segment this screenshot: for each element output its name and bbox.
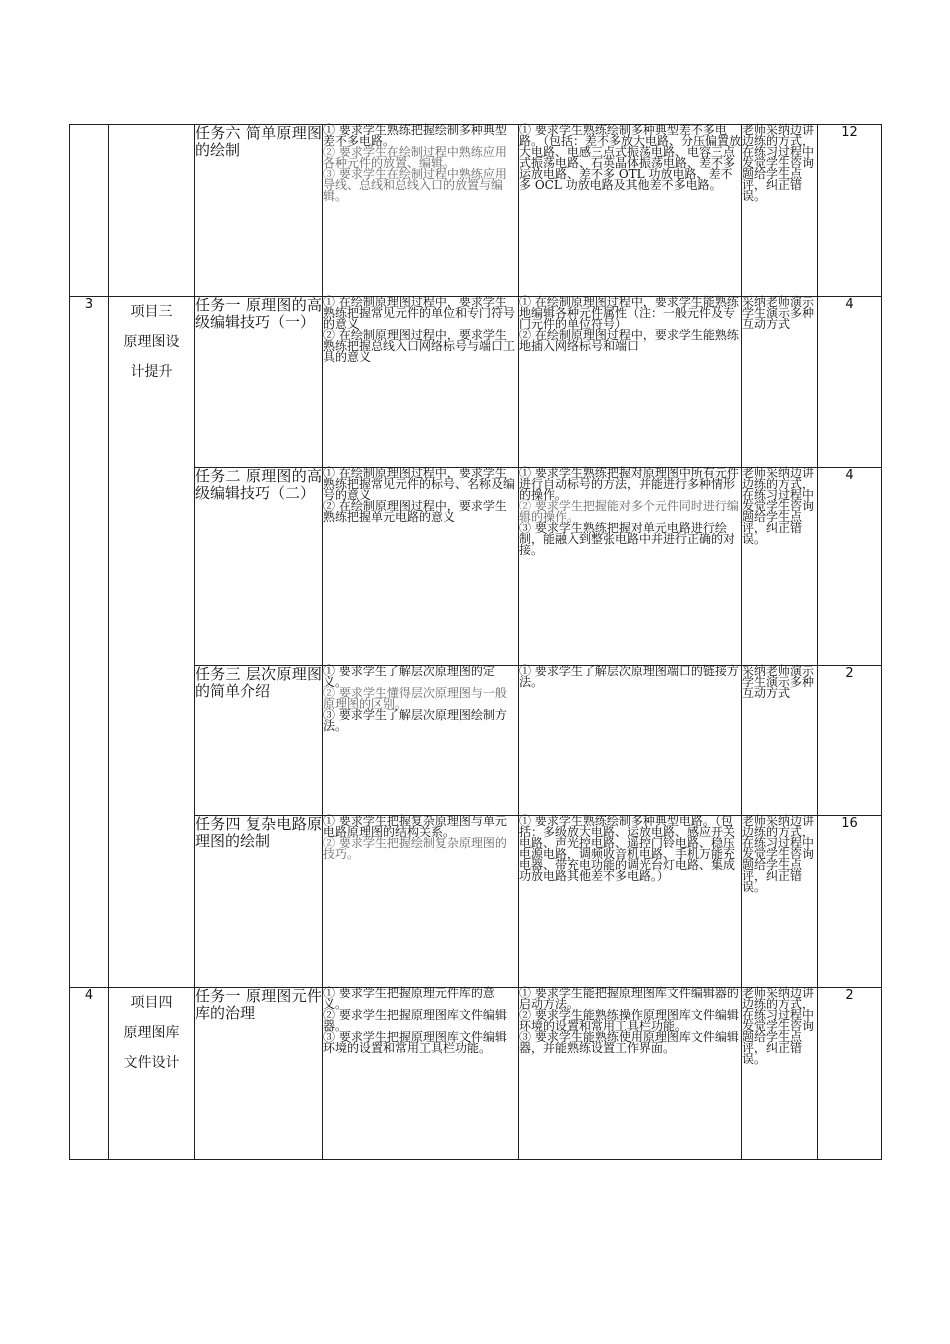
hours-cell: 12: [818, 125, 882, 297]
requirements-cell: [323, 468, 519, 666]
skills-cell: [519, 468, 742, 666]
project-line: 项目三: [130, 304, 173, 320]
project-line: 计提升: [130, 364, 173, 380]
requirement-item: ② 在绘制原理图过程中，要求学生熟练把握总线入口网络标号与端口工具的意义: [323, 328, 516, 364]
requirement-item: ① 要求学生熟练把握绘制多种典型差不多电路。: [323, 123, 507, 148]
hours-cell: 4: [818, 297, 882, 468]
requirement-item: ① 要求学生把握复杂原理图与单元电路原理图的结构关系。: [323, 814, 507, 839]
hours-cell: 16: [818, 816, 882, 988]
task-cell: 任务四 复杂电路原理图的绘制: [195, 816, 323, 988]
skills-cell: [519, 297, 742, 468]
row-number-cell: [70, 125, 109, 297]
skill-item: ① 要求学生熟练绘制多种典型差不多电路。（包括：差不多放大电路、分压偏置放大电路、电感三点式振荡电路、电容三点式振荡电路、石英晶体振荡电路、差不多运放电路、差不多 OTL 功放电路、差不多 OCL 功放电路及其他差不多电路。: [519, 123, 742, 192]
requirement-item: ① 在绘制原理图过程中，要求学生熟练把握常见元件的单位和专门符号的意义: [323, 295, 516, 331]
task-cell: 任务一 原理图元件库的治理: [195, 988, 323, 1160]
skill-item: ③ 要求学生能熟练使用原理图库文件编辑器，并能熟练设置工作界面。: [519, 1030, 739, 1055]
skill-item: ① 要求学生能把握原理图库文件编辑器的启动方法。: [519, 986, 739, 1011]
requirement-item: ③ 要求学生在绘制过程中熟练应用导线、总线和总线入口的放置与编辑。: [323, 167, 507, 203]
requirement-item: ① 要求学生了解层次原理图的定义。: [323, 664, 495, 689]
method-cell: 采纳老师演示学生演示多种互动方式: [742, 297, 818, 468]
requirements-cell: [323, 988, 519, 1160]
project-line: 项目四: [130, 995, 173, 1011]
hours-cell: 2: [818, 988, 882, 1160]
hours-cell: 2: [818, 666, 882, 816]
skills-cell: [519, 816, 742, 988]
task-cell: 任务六 简单原理图的绘制: [195, 125, 323, 297]
requirements-cell: [323, 297, 519, 468]
method-cell: 采纳老师演示学生演示多种互动方式: [742, 666, 818, 816]
project-cell: [109, 988, 195, 1160]
project-line: 原理图设: [123, 334, 180, 350]
skills-cell: [519, 988, 742, 1160]
table-row: [70, 297, 882, 468]
requirement-item: ③ 要求学生把握原理图库文件编辑环境的设置和常用工具栏功能。: [323, 1030, 507, 1055]
method-cell: 老师采纳边讲边练的方式，在练习过程中发觉学生咨询题给学生点评，纠正错误。: [742, 988, 818, 1160]
method-cell: 老师采纳边讲边练的方式，在练习过程中发觉学生咨询题给学生点评，纠正错误。: [742, 125, 818, 297]
skill-item: ② 要求学生把握能对多个元件同时进行编辑的操作。: [519, 499, 739, 524]
method-cell: 老师采纳边讲边练的方式，在练习过程中发觉学生咨询题给学生点评，纠正错误。: [742, 816, 818, 988]
project-line: 文件设计: [123, 1055, 180, 1071]
requirement-item: ② 要求学生懂得层次原理图与一般原理图的区别。: [323, 686, 507, 711]
requirement-item: ② 要求学生把握绘制复杂原理图的技巧。: [323, 836, 507, 861]
table-row: [70, 125, 882, 297]
skill-item: ① 要求学生熟练绘制多种典型电路。（包括：多级放大电路、运放电路、感应开关电路、声光控电路、遥控门铃电路、稳压电源电路，调频收音机电路、手机万能充电器、带充电功能的调光台灯电路、集成功放电路其他差不多电路。）: [519, 814, 736, 883]
hours-cell: 4: [818, 468, 882, 666]
row-number-cell: 3: [70, 297, 109, 988]
task-cell: 任务三 层次原理图的简单介绍: [195, 666, 323, 816]
course-schedule-table: [69, 124, 882, 1160]
requirement-item: ① 要求学生把握原理元件库的意义。: [323, 986, 495, 1011]
skill-item: ② 要求学生能熟练操作原理图库文件编辑环境的设置和常用工具栏功能。: [519, 1008, 739, 1033]
requirements-cell: [323, 125, 519, 297]
method-cell: 老师采纳边讲边练的方式，在练习过程中发觉学生咨询题给学生点评，纠正错误。: [742, 468, 818, 666]
skill-item: ③ 要求学生熟练把握对单元电路进行绘制，能融入到整张电路中并进行正确的对接。: [519, 521, 736, 557]
project-cell: [109, 125, 195, 297]
requirement-item: ③ 要求学生了解层次原理图绘制方法。: [323, 708, 507, 733]
requirement-item: ① 在绘制原理图过程中，要求学生熟练把握常见元件的标号、名称及编号的意义: [323, 466, 516, 502]
table-row: [70, 988, 882, 1160]
row-number-cell: 4: [70, 988, 109, 1160]
skill-item: ① 在绘制原理图过程中，要求学生能熟练地编辑各种元件属性（注：一般元件及专门元件的单位符号）: [519, 295, 739, 331]
requirements-cell: [323, 816, 519, 988]
project-line: 原理图库: [123, 1025, 180, 1041]
skill-item: ② 在绘制原理图过程中，要求学生能熟练地插入网络标号和端口: [519, 328, 739, 353]
task-cell: 任务二 原理图的高级编辑技巧（二）: [195, 468, 323, 666]
skills-cell: [519, 666, 742, 816]
skills-cell: [519, 125, 742, 297]
requirements-cell: [323, 666, 519, 816]
skill-item: ① 要求学生熟练把握对原理图中所有元件进行自动标号的方法，并能进行多种情形的操作。: [519, 466, 739, 502]
requirement-item: ② 要求学生在绘制过程中熟练应用各种元件的放置、编辑。: [323, 145, 507, 170]
project-cell: [109, 297, 195, 988]
requirement-item: ② 在绘制原理图过程中，要求学生熟练把握单元电路的意义: [323, 499, 507, 524]
skill-item: ① 要求学生了解层次原理图端口的链接方法。: [519, 664, 739, 689]
task-cell: 任务一 原理图的高级编辑技巧（一）: [195, 297, 323, 468]
requirement-item: ② 要求学生把握原理图库文件编辑器。: [323, 1008, 507, 1033]
